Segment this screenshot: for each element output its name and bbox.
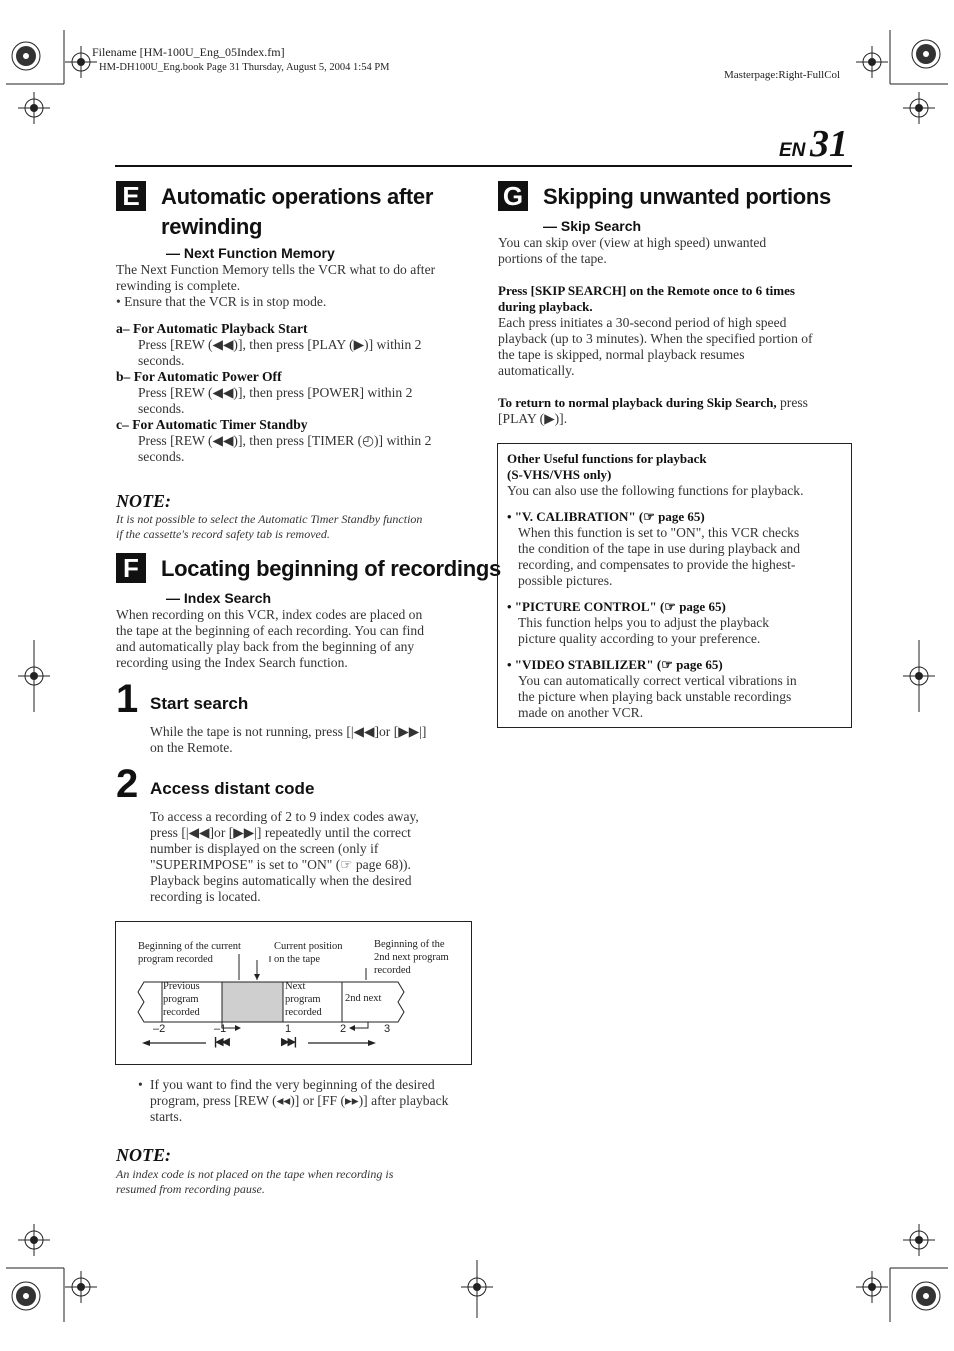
section-g-intro: You can skip over (view at high speed) unwanted portions of the tape. [498,235,767,266]
section-e-title-1: Automatic operations after [161,184,434,209]
box-title: Other Useful functions for playback [507,451,707,466]
list-item: • "VIDEO STABILIZER" (☞ page 65) You can automatically correct vertical vibrations in the picture when playing back unstable recordings made on another VCR. [507,657,797,720]
section-f-title: Locating beginning of recordings [161,556,501,581]
section-f-intro: When recording on this VCR, index codes are placed on the tape at the beginning of each recording. You can find and automatically play back from the beginning of any recording using the Index Search function. [116,607,425,670]
list-item: • "PICTURE CONTROL" (☞ page 65) This function helps you to adjust the playback picture quality according to your preference. [507,599,770,646]
rewind-icon: |◀◀ [214,1036,228,1048]
index-3: 3 [384,1023,391,1035]
section-f-subtitle: — Index Search [166,590,272,606]
section-e-list [116,321,476,465]
label-current-position: Current position on the tape [274,941,343,965]
section-g-marker: G [498,181,528,211]
section-e-title-2: rewinding [161,214,263,239]
section-f-bullet: • If you want to find the very beginning of the desired program, press [REW (◂◂)] or [FF (▸▸)] after playback starts. [138,1077,449,1124]
step-1-number: 1 [116,677,139,721]
index-search-diagram [115,921,472,1065]
section-e-intro: The Next Function Memory tells the VCR what to do after rewinding is complete. • Ensure that the VCR is in stop mode. [116,262,436,309]
step-2-number: 2 [116,762,139,806]
segment-next-program: Next program recorded [285,981,322,1018]
section-e-subtitle: — Next Function Memory [166,245,335,261]
section-g-return: To return to normal playback during Skip Search, press [PLAY (▶)]. [498,395,808,426]
list-item: b– For Automatic Power Off Press [REW (◀◀)], then press [POWER] within 2 seconds. [116,369,413,416]
label-beginning-current: Beginning of the current program recorded [138,941,241,965]
list-item: • "V. CALIBRATION" (☞ page 65) When this function is set to "ON", this VCR checks the condition of the tape in use during playback and recording, and compensates to provide the highest- possible pictures. [507,509,800,588]
section-g-title: Skipping unwanted portions [543,184,831,209]
index-minus-1: –1 [214,1023,227,1035]
segment-previous-program: Previous program recorded [163,981,200,1018]
section-e-note-title: NOTE: [116,491,171,511]
section-f-note-title: NOTE: [116,1145,171,1165]
box-title-sub: (S-VHS/VHS only) [507,467,612,482]
list-item: c– For Automatic Timer Standby Press [REW (◀◀)], then press [TIMER (◴)] within 2 seconds. [116,417,432,464]
section-g-subtitle: — Skip Search [543,218,642,234]
header-masterpage: Masterpage:Right-FullCol [724,69,841,81]
index-1: 1 [285,1023,292,1035]
section-f-marker: F [116,553,146,583]
list-item: a– For Automatic Playback Start Press [REW (◀◀)], then press [PLAY (▶)] within 2 seconds. [116,321,422,368]
current-program-segment [222,982,283,1022]
label-beginning-2nd-next: Beginning of the 2nd next program recorded [374,939,449,976]
step-2-title: Access distant code [150,779,315,798]
section-g-press: Press [SKIP SEARCH] on the Remote once to 6 times during playback. Each press initiates a 30-second period of high speed playback (up to 3 minutes). When the specified portion of the tape is skipped, normal playback resumes automatically. [498,283,813,378]
header-bookinfo: HM-DH100U_Eng.book Page 31 Thursday, August 5, 2004 1:54 PM [99,62,390,73]
fast-forward-icon: ▶▶| [281,1036,295,1048]
page-number: 31 [810,123,848,165]
step-1-title: Start search [150,694,249,713]
step-2-text: To access a recording of 2 to 9 index codes away, press [|◀◀]or [▶▶|] repeatedly until the correct number is displayed on the screen (only if "SUPERIMPOSE" is set to "ON" (☞ page 68)). Playback begins automatically when the desired recording is located. [150,809,419,904]
section-e-note-text: It is not possible to select the Automatic Timer Standby function if the cassette's record safety tab is removed. [116,512,423,541]
other-functions-box [497,443,852,728]
index-minus-2: –2 [153,1023,166,1035]
section-f-note-text: An index code is not placed on the tape when recording is resumed from recording pause. [116,1167,394,1196]
step-1-text: While the tape is not running, press [|◀◀]or [▶▶|] on the Remote. [150,724,427,755]
box-intro: You can also use the following functions for playback. [507,483,804,498]
index-2: 2 [340,1023,347,1035]
segment-2nd-next: 2nd next [345,993,382,1004]
header-filename: Filename [HM-100U_Eng_05Index.fm] [92,45,285,59]
section-e-marker: E [116,181,146,211]
header-lang: EN [779,140,806,161]
